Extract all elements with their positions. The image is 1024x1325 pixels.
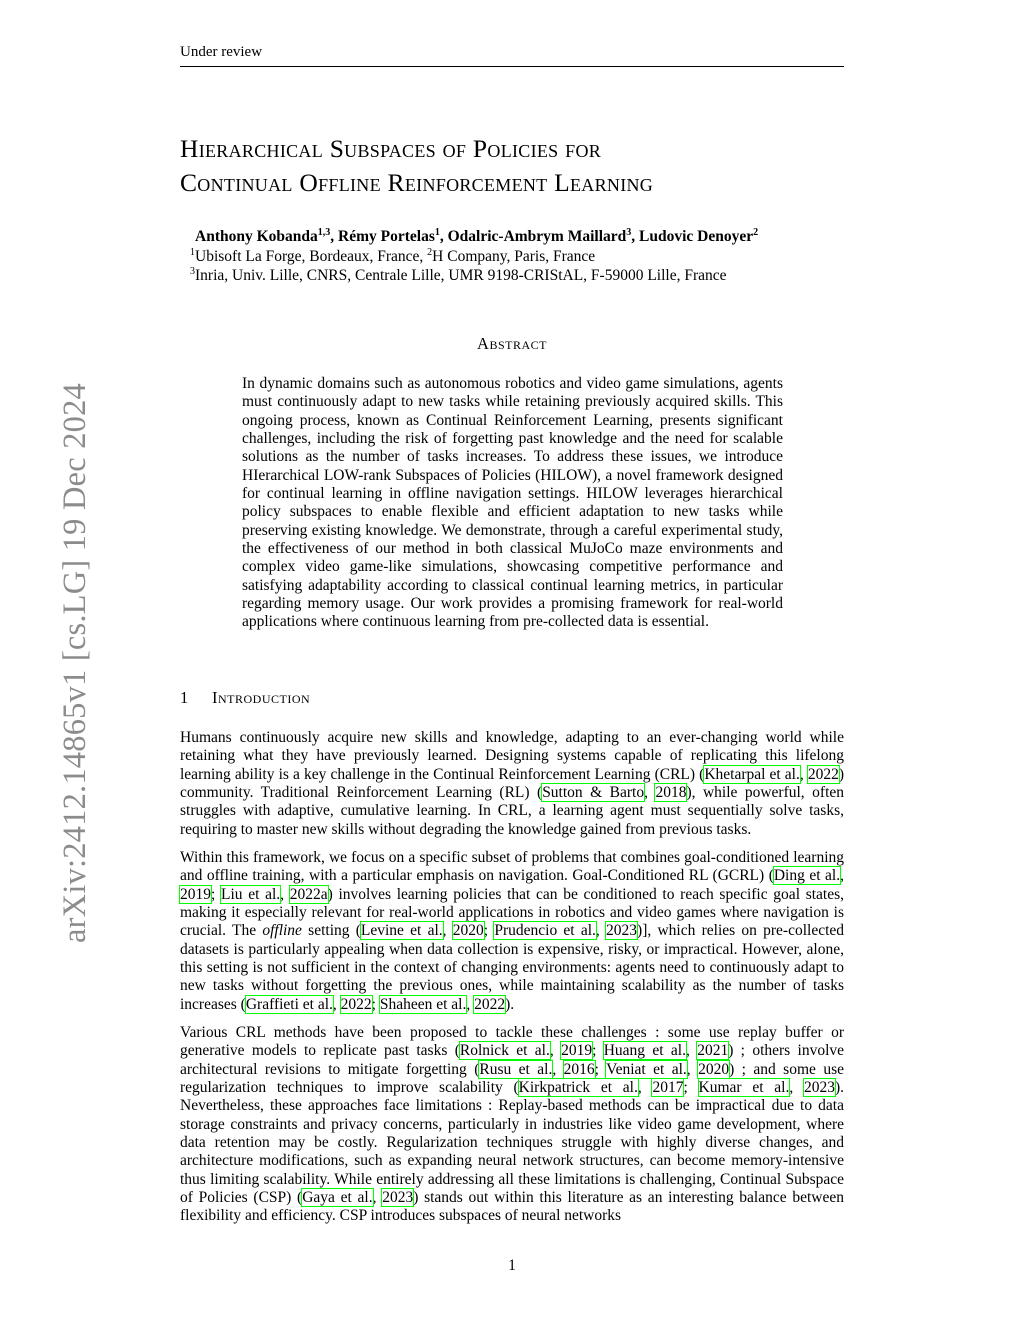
section-title: Introduction: [212, 688, 311, 707]
author-name: Rémy Portelas: [338, 228, 435, 246]
text-run: ,: [789, 1079, 804, 1097]
affil-text: Ubisoft La Forge, Bordeaux, France,: [195, 248, 428, 266]
citation-link[interactable]: 2019: [180, 885, 211, 903]
citation-link[interactable]: Ding et al.: [773, 867, 841, 885]
text-run: ,: [280, 885, 290, 903]
author-affil-mark: 3: [626, 227, 632, 238]
citation-link[interactable]: Rusu et al.: [479, 1060, 553, 1078]
abstract-text: In dynamic domains such as autonomous robotics and video game simulations, agents must continuously adapt to new tasks while retaining previously acquired skills. This ongoing process, known as Continual Reinforcement Learning, presents significant challenges, including the risk of forgetting past knowledge and the need for scalable solutions as the number of tasks increases. To address these issues, we introduce HIerarchical LOW-rank Subspaces of Policies (HILOW), a novel framework designed for continual learning in offline navigation settings. HILOW leverages hierarchical policy subspaces to enable flexible and efficient adaptation to new tasks while preserving existing knowledge. We demonstrate, through a careful experimental study, the effectiveness of our method in both classical MuJoCo maze environments and complex video game-like simulations, showcasing competitive performance and satisfying adaptability according to classical continual learning metrics, in particular regarding memory usage. Our work provides a promising framework for real-world applications where continuous learning from pre-collected data is essential.: [242, 375, 783, 631]
text-run: ) community. Traditional Reinforcement Learning (RL) (: [180, 765, 845, 802]
affil-text: H Company, Paris, France: [432, 248, 596, 266]
author-affil-mark: 1,3: [317, 227, 331, 238]
citation-link[interactable]: Graffieti et al.: [245, 995, 333, 1013]
text-run: ,: [840, 867, 844, 885]
citation-link[interactable]: Prudencio et al.: [494, 922, 596, 940]
emphasis-text: offline: [262, 922, 302, 940]
section-heading-introduction: [180, 688, 310, 708]
text-run: ), while powerful, often struggles with adaptive, cumulative learning. In CRL, a learning agent must sequentially solve tasks, requiring to master new skills without degrading the knowledge gained from previous tasks.: [180, 784, 844, 838]
intro-paragraph-2: [180, 849, 844, 1014]
text-run: ,: [637, 1079, 653, 1097]
citation-link[interactable]: Khetarpal et al.: [704, 765, 800, 783]
citation-link[interactable]: Veniat et al.: [606, 1060, 687, 1078]
text-run: ,: [799, 765, 808, 783]
text-run: ) involves learning policies that can be conditioned to reach specific goal states, making it especially relevant for real-world applications in robotics and video games where navigation is crucial. The: [180, 885, 845, 940]
citation-link[interactable]: 2020: [452, 922, 484, 940]
citation-link[interactable]: 2023: [803, 1079, 835, 1097]
citation-link[interactable]: 2016: [563, 1060, 595, 1078]
running-header: Under review: [180, 44, 263, 60]
text-run: ) ; others involve architectural revisions to mitigate forgetting (: [180, 1042, 845, 1078]
text-run: setting (: [301, 922, 361, 940]
text-run: ,: [372, 1189, 383, 1207]
text-run: ,: [466, 995, 475, 1013]
citation-link[interactable]: 2017: [652, 1079, 684, 1097]
citation-link[interactable]: 2020: [698, 1060, 730, 1078]
text-run: ,: [685, 1042, 698, 1060]
citation-link[interactable]: 2023: [606, 922, 638, 940]
citation-link[interactable]: Kumar et al.: [698, 1079, 790, 1097]
text-run: ) stands out within this literature as an interesting balance between flexibility and efficiency. CSP introduces subspaces of neural networks: [180, 1189, 844, 1225]
text-run: ,: [332, 995, 341, 1013]
citation-link[interactable]: Levine et al.: [360, 922, 443, 940]
abstract-heading: Abstract: [477, 334, 547, 353]
arxiv-stamp[interactable]: arXiv:2412.14865v1 [cs.LG] 19 Dec 2024: [57, 383, 93, 943]
citation-link[interactable]: 2022: [807, 765, 839, 783]
affil-mark: 1: [190, 247, 195, 258]
author-name: Odalric-Ambrym Maillard: [447, 228, 627, 246]
intro-paragraph-3: [180, 1024, 844, 1226]
text-run: ;: [683, 1079, 699, 1097]
citation-link[interactable]: 2021: [697, 1042, 729, 1060]
affiliation-line-1: [190, 247, 595, 266]
text-run: ;: [483, 922, 495, 940]
citation-link[interactable]: 2022a: [289, 885, 328, 903]
citation-link[interactable]: Liu et al.: [221, 885, 281, 903]
citation-link[interactable]: 2022: [474, 995, 506, 1013]
text-run: ;: [211, 885, 221, 903]
citation-link[interactable]: Kirkpatrick et al.: [518, 1079, 638, 1097]
author-name: Anthony Kobanda: [195, 228, 318, 246]
citation-link[interactable]: Gaya et al.: [302, 1189, 373, 1207]
author-affil-mark: 1: [434, 227, 440, 238]
citation-link[interactable]: 2018: [655, 784, 687, 802]
text-run: Various CRL methods have been proposed to tackle these challenges : some use replay buffer or generative models to replicate past tasks (: [180, 1024, 844, 1060]
text-run: Within this framework, we focus on a specific subset of problems that combines goal-conditioned learning and offline training, with a particular emphasis on navigation. Goal-Conditioned RL (GCRL) (: [180, 849, 844, 885]
citation-link[interactable]: 2022: [340, 995, 372, 1013]
header-rule: [180, 66, 844, 67]
text-run: Humans continuously acquire new skills and knowledge, adapting to an ever-changing world while retaining what they have previously learned. Designing systems capable of replicating this lifelong learning ability is a key challenge in the Continual Reinforcement Learning (CRL) (: [180, 729, 844, 783]
text-run: ,: [549, 1042, 562, 1060]
text-run: ,: [686, 1060, 699, 1078]
text-run: )], which relies on pre-collected datasets is particularly appealing when data collection is expensive, risky, or impractical. However, alone, this setting is not sufficient in the context of changing environments: agents need to continuously adapt to new tasks without forgetting the previous ones, while maintaining scalability as the number of tasks increases (: [180, 922, 845, 1013]
text-run: ,: [644, 784, 656, 802]
page-number: 1: [508, 1257, 516, 1274]
text-run: ;: [594, 1060, 607, 1078]
text-run: ).: [505, 995, 515, 1013]
affil-mark: 2: [427, 247, 433, 258]
citation-link[interactable]: Rolnick et al.: [459, 1042, 550, 1060]
text-run: ) ; and some use regularization techniques to improve scalability (: [180, 1060, 844, 1097]
affil-text: Inria, Univ. Lille, CNRS, Centrale Lille, UMR 9198-CRIStAL, F-59000 Lille, France: [195, 267, 727, 285]
citation-link[interactable]: 2023: [382, 1189, 414, 1207]
text-run: ;: [592, 1042, 604, 1060]
author-affil-mark: 2: [753, 227, 759, 238]
citation-link[interactable]: 2019: [561, 1042, 593, 1060]
text-run: ). Nevertheless, these approaches face limitations : Replay-based methods can be impractical due to data storage constraints and privacy concerns, particularly in industries like video game development, where data retention may be costly. Regularization techniques struggle with highly diverse changes, and architecture modifications, such as expanding neural network structures, can become memory-intensive thus limiting scalability. While entirely addressing all these limitations is challenging, Continual Subspace of Policies (CSP) (: [180, 1079, 844, 1207]
citation-link[interactable]: Sutton & Barto: [542, 784, 645, 802]
section-number: 1: [180, 688, 189, 707]
text-run: ,: [595, 922, 607, 940]
affiliation-line-2: [190, 266, 727, 285]
intro-paragraph-1: [180, 729, 844, 839]
citation-link[interactable]: Huang et al.: [603, 1042, 686, 1060]
text-run: ,: [552, 1060, 564, 1078]
author-name: Ludovic Denoyer: [639, 228, 754, 246]
paper-title: [180, 132, 880, 200]
citation-link[interactable]: Shaheen et al.: [379, 995, 467, 1013]
text-run: ,: [442, 922, 453, 940]
title-line-1: Hierarchical Subspaces of Policies for: [180, 134, 602, 163]
author-list: Anthony Kobanda$^{1,3}$, Rémy Portelas$^1$, Odalric-Ambrym Maillard$^3$, Ludovic Denoyer$^2$: [195, 227, 759, 246]
title-line-2: Continual Offline Reinforcement Learning: [180, 168, 654, 197]
text-run: ;: [371, 995, 380, 1013]
affil-mark: 3: [190, 266, 195, 277]
